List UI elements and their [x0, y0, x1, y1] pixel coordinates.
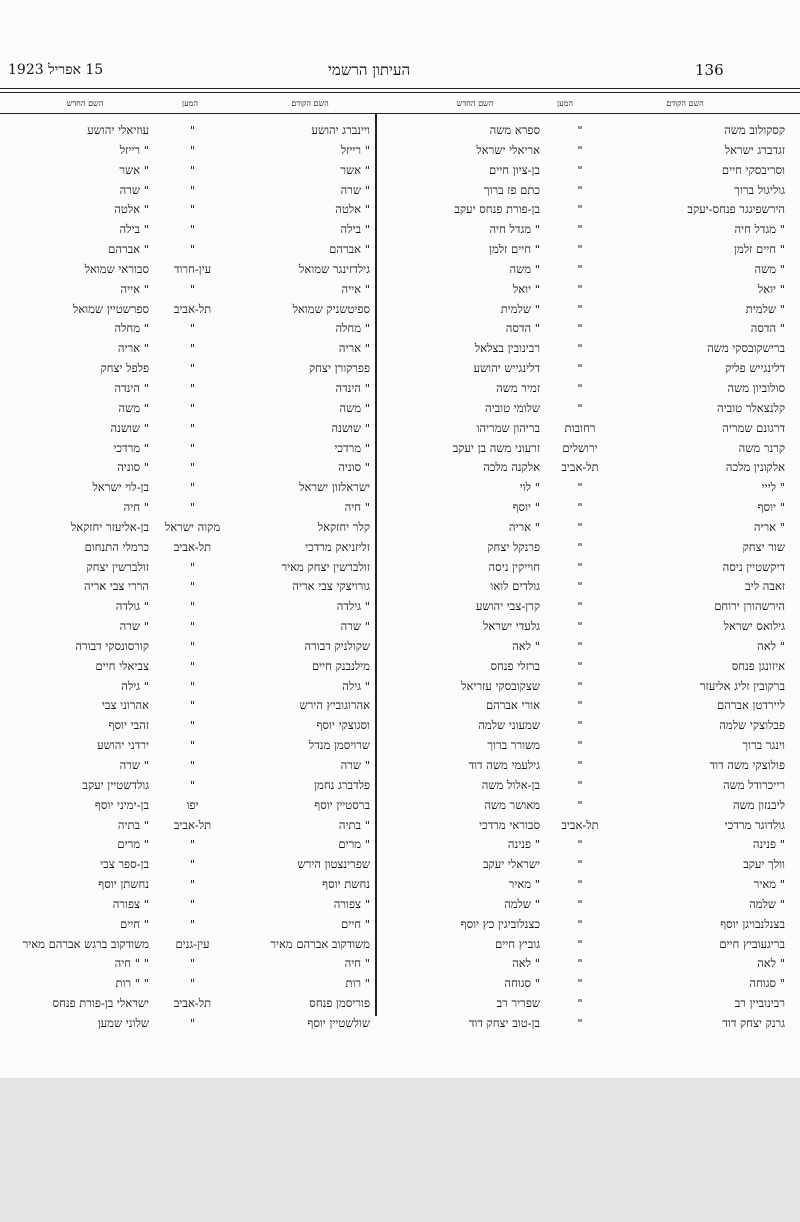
name-entry: " שלמית [500, 301, 540, 316]
name-entry: " הינדה [114, 380, 149, 395]
name-entry: " משה [509, 261, 540, 276]
name-entry: " רייזל [340, 142, 370, 157]
name-entry: בן-אליעזר יחזקאל [70, 519, 149, 534]
name-entry: " חיים [120, 916, 149, 931]
name-entry: " מאיר [508, 877, 540, 892]
name-entry: " [577, 321, 583, 336]
name-entry: עין-גנים [175, 936, 210, 951]
name-entry: ספרשטיין שמואל [72, 301, 149, 316]
name-entry: " שרה [340, 758, 370, 772]
name-entry: " מגדל חיה [734, 222, 785, 237]
name-entry: שלוני שמען [97, 1015, 149, 1030]
name-entry: " [189, 718, 196, 733]
name-entry: גרנק יצחק דוד [722, 1015, 785, 1030]
name-entry: " משה [754, 261, 785, 276]
name-entry: " בתיה [117, 817, 149, 832]
name-entry: " [577, 896, 583, 911]
name-entry: בריגעוביץ חיים [719, 936, 785, 951]
name-entry: גורויצקי צבי אריה [292, 579, 370, 594]
name-entry: " גולדה [115, 599, 149, 614]
name-entry: אלקנה מלכה [483, 460, 540, 475]
name-entry: " [189, 480, 196, 495]
name-entry: ליבנזון משה [733, 797, 785, 812]
name-entry: פבלוצקי שלמה [719, 718, 785, 733]
name-entry: זמיר משה [496, 380, 540, 395]
name-entry: " [189, 1015, 196, 1030]
name-entry: איזונגן פנחס [731, 658, 785, 673]
name-entry: ישראלזון ישראל [299, 480, 370, 495]
right-former-name-header: השם הקודם [666, 99, 704, 108]
name-entry: " הדסה [505, 321, 540, 336]
name-entry: בן-ספר צבי [100, 857, 149, 872]
name-entry: " [577, 123, 583, 137]
name-entry: " יואל [757, 281, 785, 296]
name-entry: משורר ברוך [487, 738, 540, 753]
name-entry: " אלטה [335, 202, 370, 217]
name-entry: " סוניה [338, 460, 370, 475]
name-entry: שקולניק דבורה [304, 638, 370, 653]
name-entry: רבינוביין רב [734, 996, 785, 1011]
name-entry: דיקשטיין ניסה [722, 559, 785, 574]
name-entry: " אייה [120, 281, 149, 296]
name-entry: ברזלי פנחס [490, 658, 540, 673]
name-entry: בן-פורת פנחס יעקב [454, 202, 540, 217]
name-entry: " [189, 837, 196, 852]
name-entry: " בתיה [338, 817, 370, 832]
name-entry: פלפל יצחק [100, 361, 149, 376]
name-entry: עין-חרוד [173, 261, 212, 276]
name-entry: " חיים זלמן [734, 242, 785, 257]
name-entry: עוזיאלי יהושע [87, 123, 149, 137]
name-entry: " יוסף [512, 500, 540, 515]
name-entry: שצקובסקי עזריאל [461, 678, 540, 693]
name-entry: " שלמית [745, 301, 785, 316]
name-entry: הירשפיגגר פנחס-יעקב [687, 202, 785, 217]
name-entry: אהרוגוביץ הירש [299, 698, 370, 713]
name-entry: " [189, 738, 196, 753]
name-entry: " [577, 261, 583, 276]
name-entry: וסגוצקי יוסף [316, 718, 370, 733]
name-entry: " [577, 559, 583, 574]
name-entry: בצנלנבויגן יוסף [720, 916, 785, 931]
name-entry: בן-ימיני יוסף [94, 797, 149, 812]
name-entry: " [577, 400, 583, 415]
newspaper-title: העיתון הרשמי [328, 61, 411, 79]
name-entry: תל-אביב [173, 996, 212, 1011]
name-entry: " [577, 519, 583, 534]
name-entry: גילעמי משה דוד [468, 758, 540, 772]
name-entry: משודקוב ברגש אברהם מאיר [22, 936, 149, 951]
name-entry: שרויסמן מנדל [308, 738, 370, 753]
name-entry: הררי צבי אריה [83, 579, 149, 594]
name-entry: " [189, 976, 196, 991]
name-entry: " שרה [340, 619, 370, 634]
name-entry: ספיטשניק שמואל [292, 301, 370, 316]
name-entry: " שרה [119, 619, 149, 634]
name-entry: וולך יעקב [743, 857, 785, 872]
right-former-names [630, 121, 785, 1034]
name-entry: ברקובין זליג אליעזר [699, 678, 785, 693]
name-entry: " [577, 142, 583, 157]
name-entry: אהרוני צבי [101, 698, 149, 713]
name-entry: שלומי טוביה [484, 400, 540, 415]
name-entry: " [189, 956, 196, 971]
right-new-name-header: השם החדש [456, 99, 494, 108]
name-entry: רחובות [564, 420, 596, 435]
name-entry: " [189, 321, 196, 336]
name-entry: " הדסה [750, 321, 785, 336]
left-new-names [4, 121, 149, 1034]
name-entry: פפרקורן יצחק [308, 361, 370, 376]
name-entry: בן-אלול משה [481, 777, 540, 792]
name-entry: " גילדה [336, 599, 370, 614]
name-entry: " [189, 638, 196, 653]
name-entry: " לאה [757, 638, 785, 653]
name-entry: גולדים לואו [490, 579, 540, 594]
name-entry: " [189, 123, 196, 137]
name-entry: גילואס ישראל [723, 619, 785, 634]
name-entry: " [577, 777, 583, 792]
name-entry: קרן-צבי יהושע [475, 599, 540, 614]
left-former-names [245, 121, 370, 1034]
name-entry: סבוראי מרדכי [479, 817, 540, 832]
name-entry: " פנינה [507, 837, 540, 852]
name-entry: " [189, 182, 196, 197]
name-entry: חוייקין ניסה [488, 559, 540, 574]
name-entry: " [577, 500, 583, 515]
name-entry: קלנצאלר טוביה [717, 400, 785, 415]
name-entry: " [189, 658, 196, 673]
name-entry: סולוביון משה [727, 380, 785, 395]
name-entry: " [577, 718, 583, 733]
name-entry: " [189, 559, 196, 574]
header-rule [0, 88, 800, 89]
name-entry: " יואל [512, 281, 540, 296]
name-entry: וינגר ברוך [742, 738, 785, 753]
name-entry: " [189, 420, 196, 435]
right-residences [545, 121, 615, 1034]
name-entry: " אריה [753, 519, 785, 534]
name-entry: אורי אברהם [485, 698, 540, 713]
name-entry: " לוי [519, 480, 540, 495]
name-entry: " סגוחה [504, 976, 540, 991]
name-entry: " חיים [341, 916, 370, 931]
name-entry: קלר יחזקאל [317, 519, 370, 534]
name-entry: קורסונסקי דבורה [75, 638, 149, 653]
name-entry: " לאה [757, 956, 785, 971]
left-former-name-header: השם הקודם [291, 99, 329, 108]
name-entry: פלדברג נחמן [314, 777, 370, 792]
name-entry: " פנינה [752, 837, 785, 852]
name-entry: " [189, 460, 196, 475]
name-entry: גולדשטיין יעקב [82, 777, 149, 792]
name-entry: ליירדטן אברהם [716, 698, 785, 713]
name-entry: " [577, 936, 583, 951]
name-entry: " [189, 361, 196, 376]
name-entry: " לייי [761, 480, 785, 495]
name-entry: " [577, 361, 583, 376]
name-entry: וסריבסקי חיים [721, 162, 785, 177]
name-entry: " חיה [344, 500, 370, 515]
right-residence-header: המען [557, 99, 573, 108]
name-entry: ברישקובסקי משה [707, 341, 785, 356]
name-entry: זהבי יוסף [108, 718, 149, 733]
name-entry: " [189, 500, 196, 515]
column-header-rule [0, 113, 800, 114]
name-entry: ויינברג יהושע [311, 123, 370, 137]
name-entry: " [577, 599, 583, 614]
name-entry: " [577, 539, 583, 554]
name-entry: בן-לוי ישראל [92, 480, 149, 495]
name-entry: גילדזינגר שמואל [299, 261, 370, 276]
name-entry: " [577, 877, 583, 892]
name-entry: " סגוחה [749, 976, 785, 991]
name-entry: " [189, 758, 196, 772]
name-entry: " [189, 579, 196, 594]
name-entry: " [189, 380, 196, 395]
name-entry: " [577, 341, 583, 356]
name-entry: זאבה ליב [745, 579, 785, 594]
name-entry: " אריה [338, 341, 370, 356]
name-entry: " [189, 440, 196, 455]
name-entry: " מחלה [335, 321, 370, 336]
name-entry: " [189, 698, 196, 713]
left-residences [150, 121, 235, 1034]
name-entry: " [577, 658, 583, 673]
page-number: 136 [695, 61, 724, 79]
name-entry: " [189, 341, 196, 356]
name-entry: גולדוגר מרדכי [724, 817, 785, 832]
name-entry: " [189, 896, 196, 911]
name-entry: " אברהם [108, 242, 149, 257]
left-residence-header: המען [182, 99, 198, 108]
name-entry: " אברהם [329, 242, 370, 257]
name-entry: " שלמה [749, 896, 785, 911]
name-entry: בריהון שמריהו [476, 420, 540, 435]
name-entry: " גילה [121, 678, 149, 693]
name-entry: משודקוב אברהם מאיר [270, 936, 370, 951]
name-entry: אלקונין מלכה [725, 460, 785, 475]
name-entry: " [577, 698, 583, 713]
name-entry: " " חיה [114, 956, 149, 971]
name-entry: " מחלה [114, 321, 149, 336]
name-entry: תל-אביב [173, 539, 212, 554]
name-entry: " אלטה [114, 202, 149, 217]
name-entry: " אשר [119, 162, 149, 177]
name-entry: " בילה [340, 222, 370, 237]
name-entry: פוריסמן פנחס [309, 996, 370, 1011]
name-entry: " חיה [344, 956, 370, 971]
issue-date: 15 אפריל 1923 [8, 62, 104, 78]
name-entry: רבינובין בצלאל [474, 341, 540, 356]
name-entry: נחשתן יוסף [98, 877, 149, 892]
name-entry: " משה [339, 400, 370, 415]
name-entry: " אריה [117, 341, 149, 356]
right-new-names [390, 121, 540, 1034]
name-entry: זולברשין יצחק מאיר [281, 559, 370, 574]
name-entry: יפו [186, 797, 199, 812]
name-entry: " מרדכי [334, 440, 370, 455]
name-entry: " [577, 380, 583, 395]
name-entry: " שושנה [110, 420, 149, 435]
name-entry: " רות [345, 976, 370, 991]
name-entry: " לאה [512, 956, 540, 971]
name-entry: " [189, 777, 196, 792]
name-entry: פרנקל יצחק [487, 539, 540, 554]
name-entry: " [189, 142, 196, 157]
name-entry: " [577, 1015, 583, 1030]
name-entry: " מרים [117, 837, 149, 852]
name-entry: רייכרודל משה [722, 777, 785, 792]
name-entry: " [189, 877, 196, 892]
name-entry: " [577, 222, 583, 237]
name-entry: " גילה [342, 678, 370, 693]
name-entry: גוביץ חיים [495, 936, 540, 951]
name-entry: גוליגול ברוך [734, 182, 785, 197]
name-entry: שפרינצטון הירש [297, 857, 370, 872]
name-entry: " [189, 857, 196, 872]
name-entry: " [577, 758, 583, 772]
name-entry: תל-אביב [173, 817, 212, 832]
name-entry: " [189, 222, 196, 237]
name-entry: ירושלים [562, 440, 598, 455]
name-entry: דרגונם שמריה [722, 420, 785, 435]
name-entry: דלינגייש יהושע [473, 361, 540, 376]
name-entry: " [577, 638, 583, 653]
name-entry: " [577, 738, 583, 753]
name-entry: תל-אביב [561, 460, 599, 475]
name-entry: מילנבנק חיים [311, 658, 370, 673]
name-entry: צביאלי חיים [95, 658, 149, 673]
name-entry: " צפורה [333, 896, 370, 911]
name-entry: קרנר משה [738, 440, 785, 455]
name-entry: " [189, 916, 196, 931]
name-entry: ברסטיין יוסף [314, 797, 370, 812]
name-entry: " מאיר [753, 877, 785, 892]
name-entry: " [189, 242, 196, 257]
name-entry: " [577, 916, 583, 931]
name-entry: " [577, 857, 583, 872]
name-entry: " הינדה [335, 380, 370, 395]
name-entry: " [189, 162, 196, 177]
name-entry: אריאלי ישראל [476, 142, 540, 157]
name-entry: " בילה [119, 222, 149, 237]
name-entry: " מרדכי [113, 440, 149, 455]
name-entry: זרעוני משה בן יעקב [452, 440, 540, 455]
name-entry: שור יצחק [742, 539, 785, 554]
name-entry: " " רות [115, 976, 149, 991]
name-entry: שולשטיין יוסף [307, 1015, 370, 1030]
name-entry: כצנלוביגין כץ יוסף [460, 916, 540, 931]
name-entry: " [577, 480, 583, 495]
name-entry: " [577, 579, 583, 594]
name-entry: " [577, 837, 583, 852]
name-entry: " אריה [508, 519, 540, 534]
name-entry: מאושר משה [484, 797, 540, 812]
name-entry: " סוניה [117, 460, 149, 475]
name-entry: תל-אביב [173, 301, 212, 316]
name-entry: " [577, 678, 583, 693]
name-entry: " שרה [119, 758, 149, 772]
name-entry: " [577, 162, 583, 177]
name-entry: שמעוני שלמה [478, 718, 540, 733]
name-entry: " מרים [338, 837, 370, 852]
name-entry: שפריר רב [496, 996, 540, 1011]
header-rule-thin [0, 92, 800, 93]
name-entry: כתם פז ברוך [483, 182, 540, 197]
name-entry: גלעדי ישראל [483, 619, 540, 634]
name-entry: " [189, 678, 196, 693]
name-entry: " [577, 996, 583, 1011]
name-entry: ישראלי יעקב [483, 857, 540, 872]
name-entry: " [577, 281, 583, 296]
name-entry: כרמלי התנחום [84, 539, 149, 554]
name-entry: " אייה [341, 281, 370, 296]
name-entry: " שרה [340, 182, 370, 197]
name-entry: " [577, 619, 583, 634]
name-entry: " יוסף [757, 500, 785, 515]
name-entry: " [189, 281, 196, 296]
name-entry: " [577, 956, 583, 971]
name-entry: " [189, 202, 196, 217]
name-entry: " [577, 242, 583, 257]
name-entry: בן-טוב יצחק דוד [468, 1015, 540, 1030]
name-entry: " [577, 976, 583, 991]
name-entry: " שרה [119, 182, 149, 197]
name-entry: " אשר [340, 162, 370, 177]
name-entry: " שלמה [504, 896, 540, 911]
name-entry: " [577, 301, 583, 316]
name-entry: " צפורה [112, 896, 149, 911]
name-entry: הירשהורן ירוחם [714, 599, 785, 614]
name-entry: " מגדל חיה [489, 222, 540, 237]
name-entry: פולוצקי משה דוד [709, 758, 785, 772]
name-entry: זגדברג ישראל [724, 142, 785, 157]
name-entry: " [577, 797, 583, 812]
name-entry: " [577, 202, 583, 217]
name-entry: קסקולוב משה [724, 123, 785, 137]
name-entry: סבוראי שמואל [84, 261, 149, 276]
name-entry: " [189, 599, 196, 614]
name-entry: ישראלי בן-פורת פנחס [52, 996, 149, 1011]
name-entry: " חיה [123, 500, 149, 515]
name-entry: " [189, 619, 196, 634]
name-entry: תל-אביב [561, 817, 599, 832]
name-entry: מקוה ישראל [164, 519, 221, 534]
name-entry: " חיים זלמן [489, 242, 540, 257]
name-entry: ספרא משה [489, 123, 540, 137]
name-entry: " רייזל [119, 142, 149, 157]
name-entry: " שושנה [331, 420, 370, 435]
left-new-name-header: השם החדש [66, 99, 104, 108]
name-entry: זליזניאק מרדכי [305, 539, 370, 554]
name-entry: נחשת יוסף [322, 877, 370, 892]
name-entry: " [189, 400, 196, 415]
name-entry: " [577, 182, 583, 197]
name-entry: " לאה [512, 638, 540, 653]
name-entry: " משה [118, 400, 149, 415]
name-entry: דלינגייש פליק [725, 361, 785, 376]
name-entry: ירדני יהושע [97, 738, 149, 753]
name-entry: בן-ציון חיים [489, 162, 540, 177]
column-divider [375, 113, 377, 1016]
name-entry: זולברשין יצחק [86, 559, 149, 574]
